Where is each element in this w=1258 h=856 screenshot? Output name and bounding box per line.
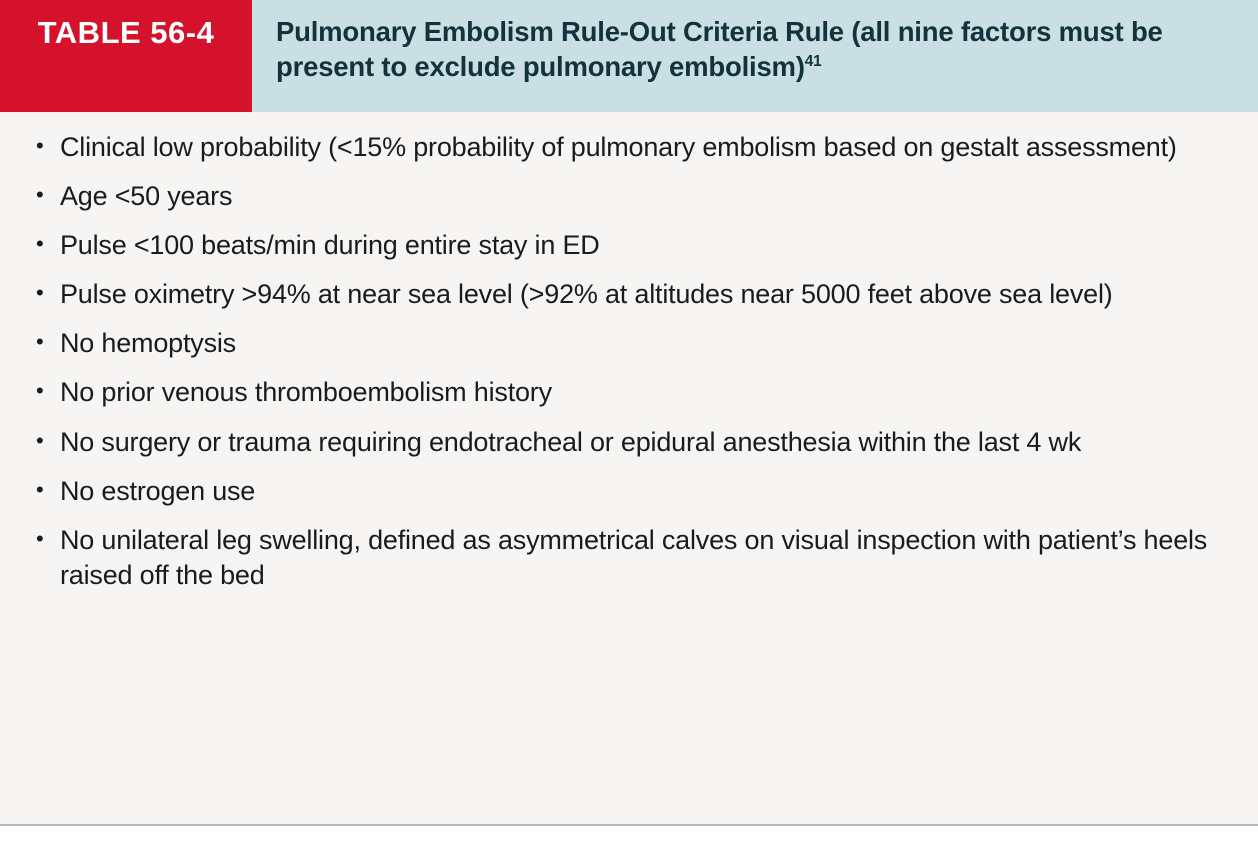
criteria-list <box>30 130 1224 593</box>
page-margin <box>0 826 1258 856</box>
table-title-reference: 41 <box>804 53 822 71</box>
table-title <box>276 14 1240 84</box>
list-item: • No surgery or trauma requiring endotracheal or epidural anesthesia within the last 4 wk <box>30 425 1224 460</box>
table-number-badge <box>0 0 252 112</box>
list-item: • Pulse <100 beats/min during entire stay in ED <box>30 228 1224 263</box>
list-item: • Pulse oximetry >94% at near sea level (>92% at altitudes near 5000 feet above sea level) <box>30 277 1224 312</box>
list-item: • Age <50 years <box>30 179 1224 214</box>
table-title-text: Pulmonary Embolism Rule-Out Criteria Rule (all nine factors must be present to exclude pulmonary embolism) <box>276 16 1163 83</box>
list-item: • No hemoptysis <box>30 326 1224 361</box>
table-body <box>0 112 1258 822</box>
list-item: • No estrogen use <box>30 474 1224 509</box>
table-header <box>0 0 1258 112</box>
list-item: • Clinical low probability (<15% probability of pulmonary embolism based on gestalt assessment) <box>30 130 1224 165</box>
table-title-container <box>252 0 1258 112</box>
table-number-label: TABLE 56-4 <box>37 15 215 50</box>
list-item: • No prior venous thromboembolism history <box>30 375 1224 410</box>
list-item: • No unilateral leg swelling, defined as asymmetrical calves on visual inspection with patient’s heels raised off the bed <box>30 523 1224 593</box>
